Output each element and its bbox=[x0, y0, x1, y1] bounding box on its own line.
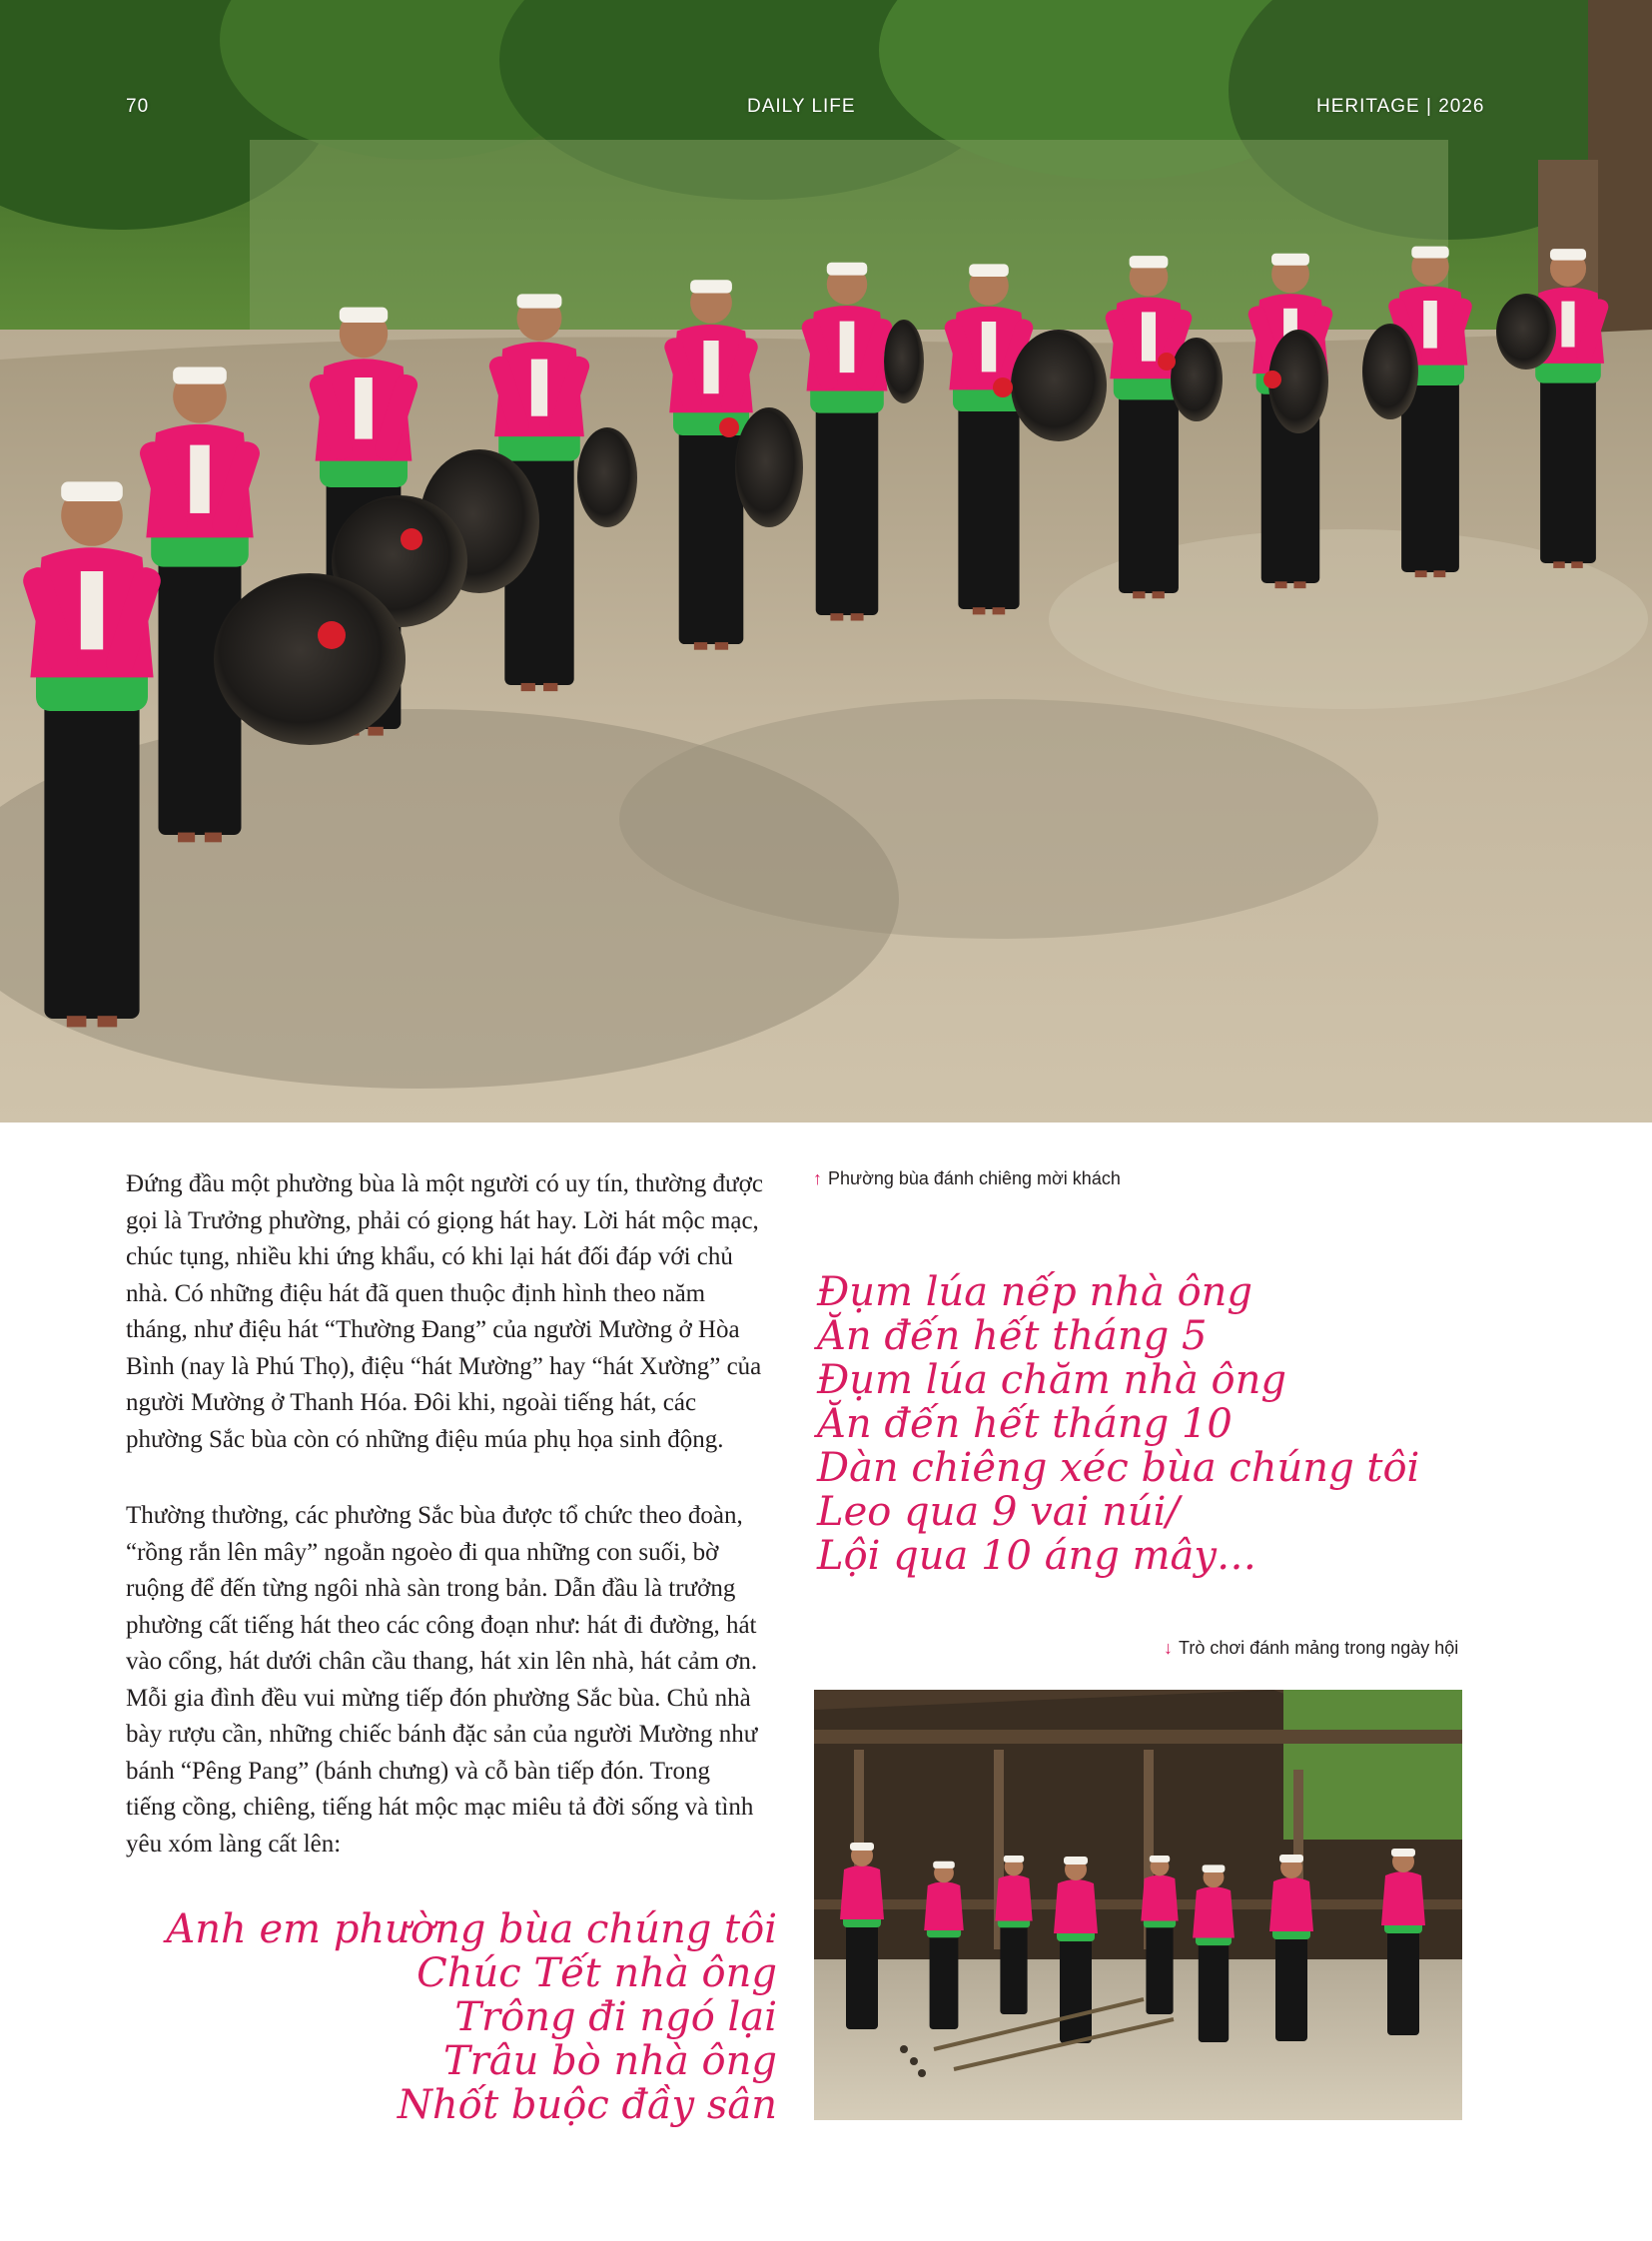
poem-line: Lội qua 10 áng mây… bbox=[817, 1533, 1256, 1579]
poem-line: Ăn đến hết tháng 5 bbox=[817, 1313, 1208, 1359]
poem-verse-left bbox=[166, 1907, 777, 2127]
poem-line: Trông đi ngó lại bbox=[454, 1994, 777, 2040]
poem-line: Dàn chiêng xéc bùa chúng tôi bbox=[817, 1445, 1420, 1491]
poem-line: Anh em phường bùa chúng tôi bbox=[166, 1906, 777, 1952]
body-paragraph-2: Thường thường, các phường Sắc bùa được tổ chức theo đoàn, “rồng rắn lên mây” ngoằn ngoèo đi qua những con suối, bờ ruộng để đến từng ngôi nhà sàn trong bản. Dẫn đầu là trưởng phường cất tiếng hát theo các công đoạn như: hát đi đường, hát vào cổng, hát dưới chân cầu thang, hát xin lên nhà, hát cảm ơn. Mỗi gia đình đều vui mừng tiếp đón phường Sắc bùa. Chủ nhà bày rượu cần, những chiếc bánh đặc sản của người Mường như bánh “Pêng Pang” (bánh chưng) và cỗ bàn tiếp đón. Trong tiếng cồng, chiêng, tiếng hát mộc mạc miêu tả đời sống và tình yêu xóm làng cất lên: bbox=[126, 1502, 758, 1858]
poem-line: Chúc Tết nhà ông bbox=[416, 1950, 777, 1996]
poem-line: Đụm lúa chăm nhà ông bbox=[817, 1357, 1286, 1403]
poem-line: Nhốt buộc đầy sân bbox=[397, 2082, 777, 2128]
caption-text: Trò chơi đánh mảng trong ngày hội bbox=[1179, 1638, 1459, 1658]
photo-caption-top bbox=[813, 1168, 1121, 1189]
magazine-issue: HERITAGE | 2026 bbox=[1316, 96, 1485, 117]
photo-caption-bottom bbox=[1164, 1638, 1458, 1659]
poem-line: Trâu bò nhà ông bbox=[442, 2038, 777, 2084]
section-label: DAILY LIFE bbox=[747, 96, 856, 117]
page-number: 70 bbox=[126, 96, 150, 117]
caption-text: Phường bùa đánh chiêng mời khách bbox=[828, 1168, 1121, 1188]
body-paragraph-1: Đứng đầu một phường bùa là một người có uy tín, thường được gọi là Trưởng phường, phải có giọng hát hay. Lời hát mộc mạc, chúc tụng, nhiều khi ứng khẩu, có khi lại hát đối đáp với chủ nhà. Có những điệu hát đã quen thuộc định hình theo năm tháng, như điệu hát “Thường Đang” của người Mường ở Hòa Bình (nay là Phú Thọ), điệu “hát Mường” hay “hát Xường” của người Mường ở Thanh Hóa. Đôi khi, ngoài tiếng hát, các phường Sắc bùa còn có những điệu múa phụ họa sinh động. bbox=[126, 1170, 763, 1453]
poem-line: Đụm lúa nếp nhà ông bbox=[817, 1269, 1253, 1315]
poem-verse-right bbox=[817, 1270, 1419, 1578]
arrow-down-icon: ↓ bbox=[1164, 1638, 1173, 1658]
arrow-up-icon: ↑ bbox=[813, 1168, 822, 1188]
poem-line: Leo qua 9 vai núi/ bbox=[817, 1489, 1180, 1535]
inset-photo-stick-game bbox=[814, 1690, 1462, 2120]
poem-line: Ăn đến hết tháng 10 bbox=[817, 1401, 1233, 1447]
